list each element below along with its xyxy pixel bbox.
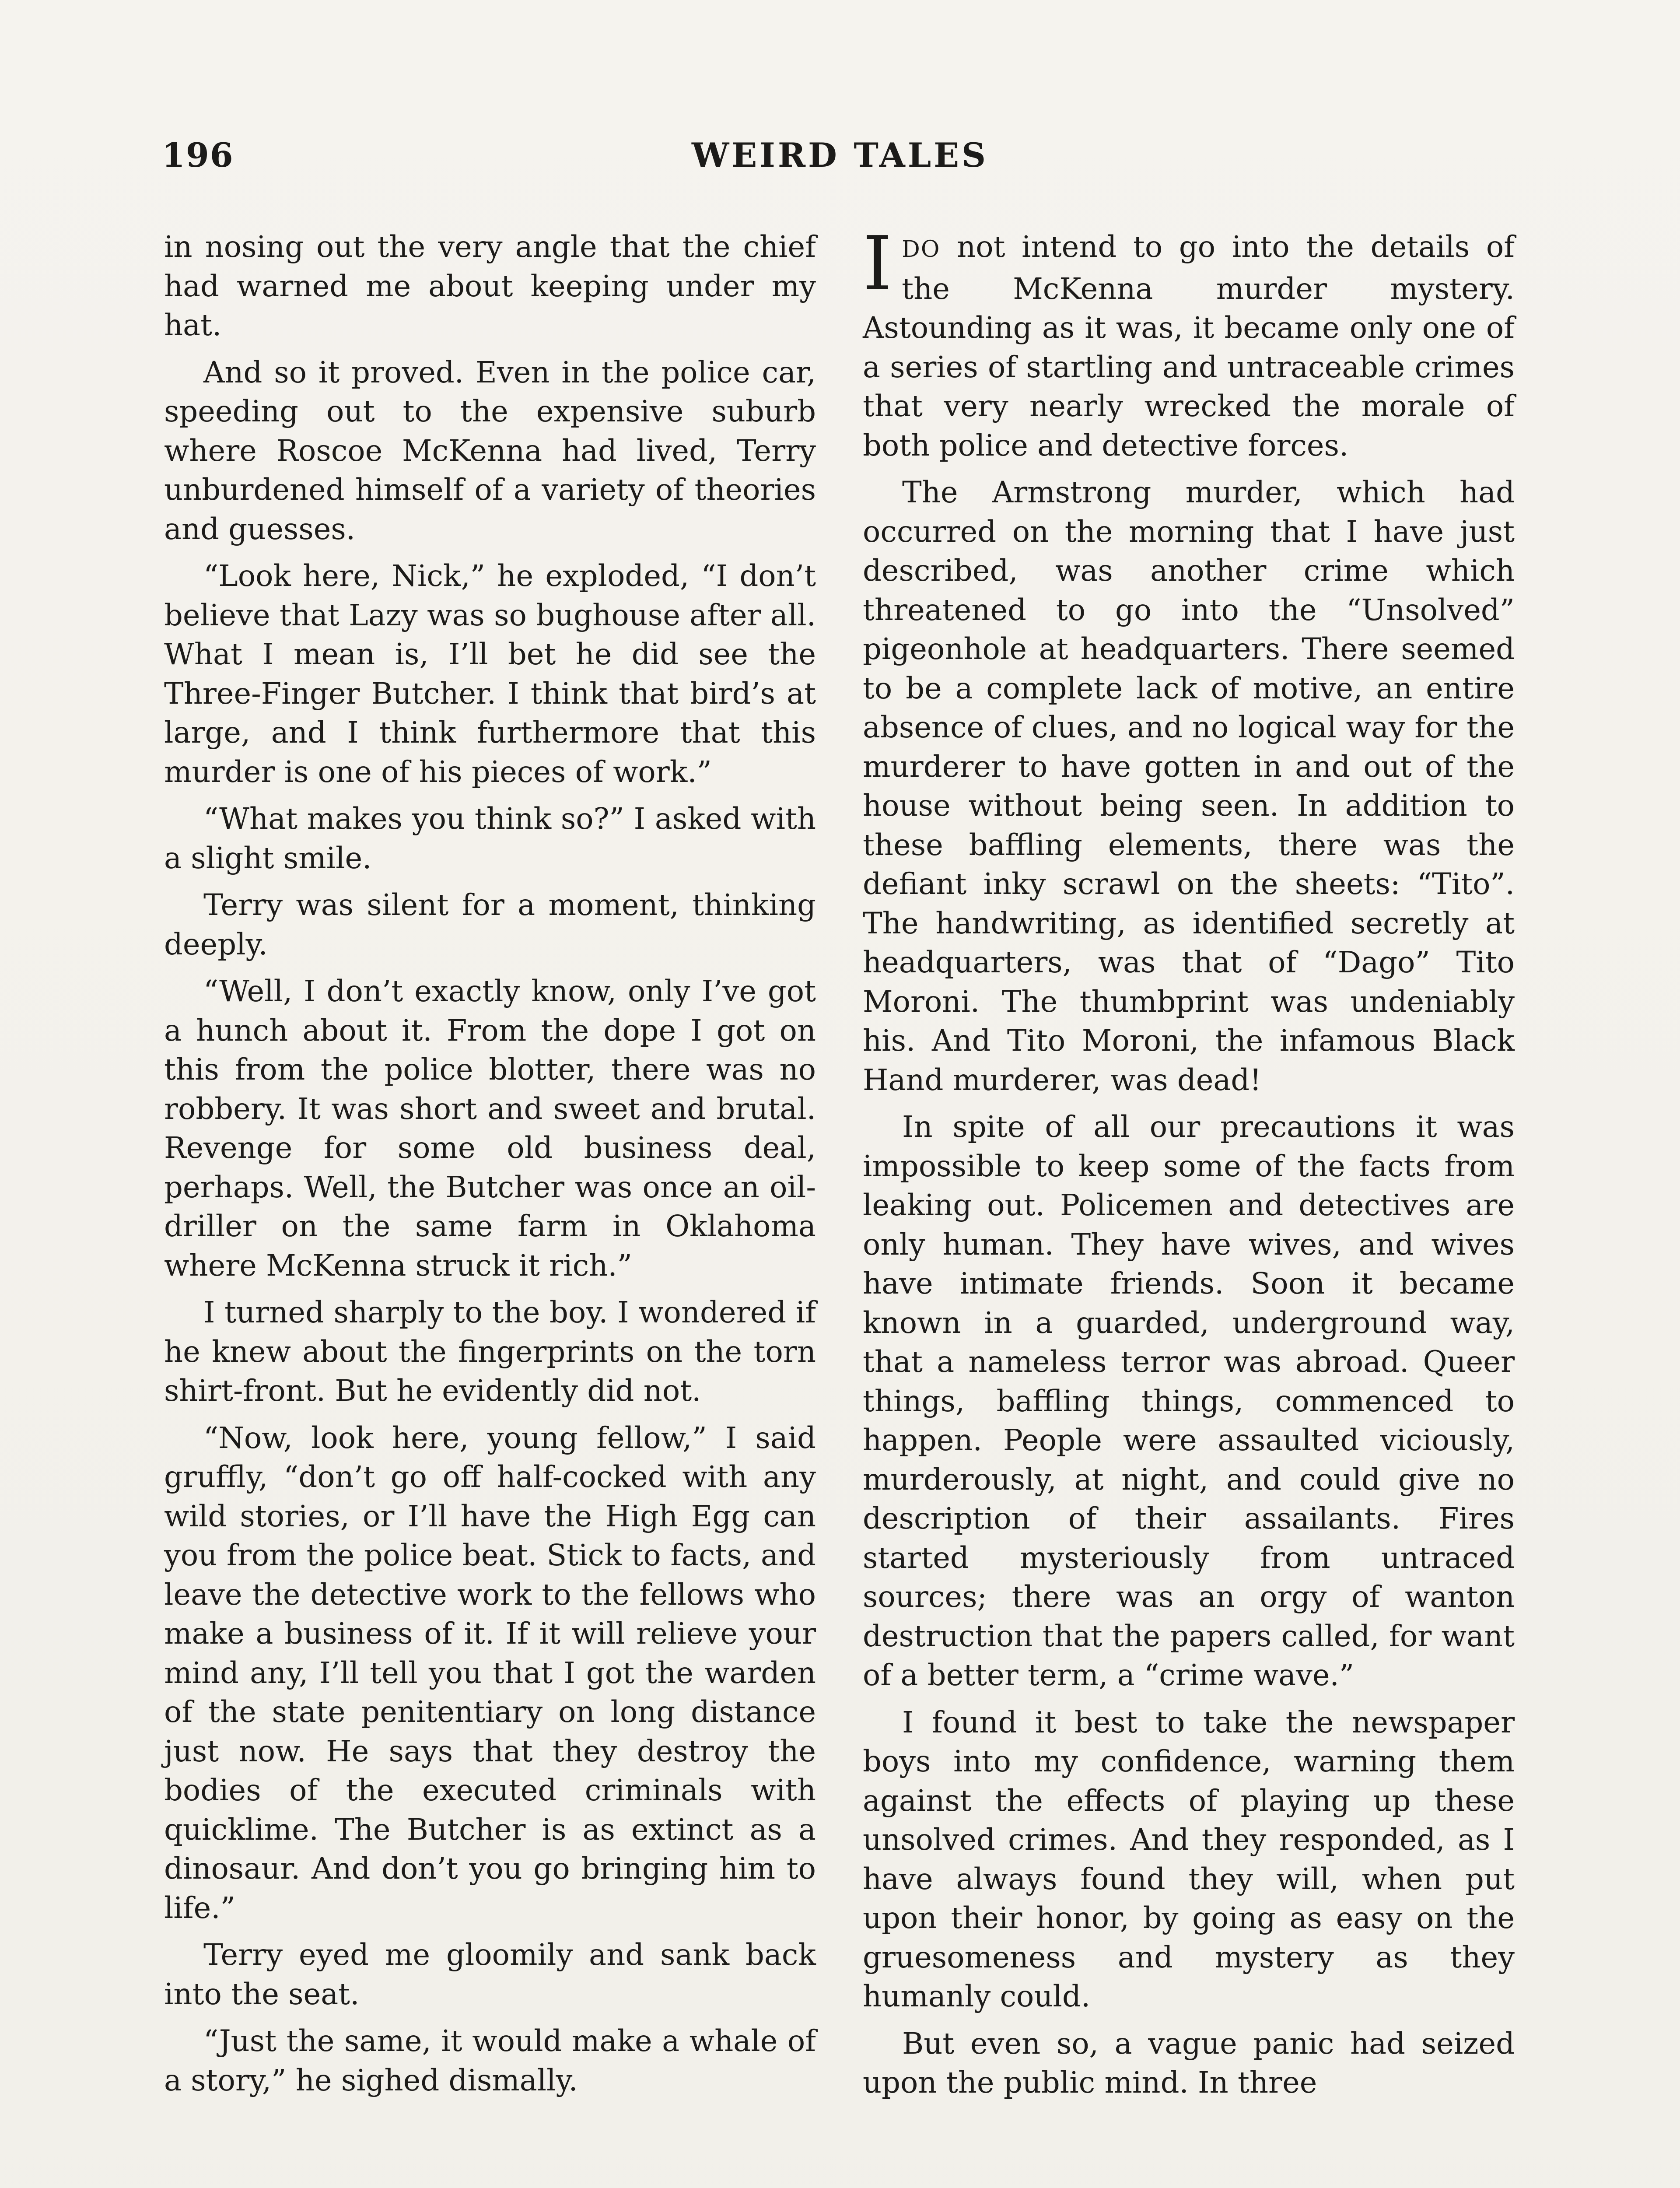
drop-cap: I bbox=[863, 221, 892, 307]
paragraph: “Just the same, it would make a whale of a story,” he sighed dismally. bbox=[164, 2024, 816, 2097]
paragraph: “What makes you think so?” I asked with a slight smile. bbox=[164, 802, 816, 875]
paragraph: But even so, a vague panic had seized upon the public mind. In three bbox=[863, 2026, 1515, 2100]
paragraph: Terry was silent for a moment, thinking deeply. bbox=[164, 888, 816, 961]
paragraph: And so it proved. Even in the police car, speeding out to the expensive suburb where Roscoe McKenna had lived, Terry unburdened himself of a variety of theories and guesses. bbox=[164, 355, 816, 546]
right-column bbox=[863, 221, 1515, 2111]
paragraph: Terry eyed me gloomily and sank back into the seat. bbox=[164, 1938, 816, 2011]
page-header bbox=[162, 136, 1518, 188]
paragraph: I found it best to take the newspaper boys into my confidence, warning them against the effects of playing up these unsolved crimes. And they responded, as I have always found they will, when put upon their honor, by going as easy on the gruesomeness and mystery as they humanly could. bbox=[863, 1705, 1515, 2013]
paragraph: I turned sharply to the boy. I wondered if he knew about the fingerprints on the torn shirt-front. But he evidently did not. bbox=[164, 1295, 816, 1408]
paragraph: in nosing out the very angle that the chief had warned me about keeping under my hat. bbox=[164, 230, 816, 342]
paragraph: In spite of all our precautions it was impossible to keep some of the facts from leaking out. Policemen and detectives are only human. They have wives, and wives have intimate friends. Soon it became known in a guarded, underground way, that a nameless terror was abroad. Queer things, baffling things, commenced to happen. People were assaulted viciously, murderously, at night, and could give no description of their assailants. Fires started mysteriously from untraced sources; there was an orgy of wanton destruction that the papers called, for want of a better term, a “crime wave.” bbox=[863, 1110, 1515, 1692]
page-number: 196 bbox=[162, 136, 234, 175]
opening-paragraph-text: not intend to go into the details of the McKenna murder mystery. Astounding as it was, it became only one of a series of startling and untraceable crimes that very nearly wrecked the morale of both police and detective forces. bbox=[863, 230, 1515, 463]
running-head: WEIRD TALES bbox=[692, 136, 988, 175]
small-caps-lead: DO bbox=[902, 236, 941, 263]
left-column bbox=[164, 228, 816, 2108]
paragraph: The Armstrong murder, which had occurred on the morning that I have just described, was another crime which threatened to go into the “Unsolved” pigeonhole at headquarters. There seemed to be a complete lack of motive, an entire absence of clues, and no logical way for the murderer to have gotten in and out of the house without being seen. In addition to these baffling elements, there was the defiant inky scrawl on the sheets: “Tito”. The handwriting, as identified secretly at headquarters, was that of “Dago” Tito Moroni. The thumbprint was undeniably his. And Tito Moroni, the infamous Black Hand murderer, was dead! bbox=[863, 475, 1515, 1097]
paragraph: “Look here, Nick,” he exploded, “I don’t believe that Lazy was so bughouse after all. What I mean is, I’ll bet he did see the Three-Finger Butcher. I think that bird’s at large, and I think furthermore that this murder is one of his pieces of work.” bbox=[164, 559, 816, 789]
opening-paragraph bbox=[863, 221, 1515, 465]
paragraph: “Now, look here, young fellow,” I said gruffly, “don’t go off half-cocked with any wild stories, or I’ll have the High Egg can you from the police beat. Stick to facts, and leave the detective work to the fellows who make a business of it. If it will relieve your mind any, I’ll tell you that I got the warden of the state penitentiary on long distance just now. He says that they destroy the bodies of the executed criminals with quicklime. The Butcher is as extinct as a dinosaur. And don’t you go bringing him to life.” bbox=[164, 1420, 816, 1925]
paragraph: “Well, I don’t exactly know, only I’ve got a hunch about it. From the dope I got on this from the police blotter, there was no robbery. It was short and sweet and brutal. Revenge for some old business deal, perhaps. Well, the Butcher was once an oil-driller on the same farm in Oklahoma where McKenna struck it rich.” bbox=[164, 974, 816, 1283]
